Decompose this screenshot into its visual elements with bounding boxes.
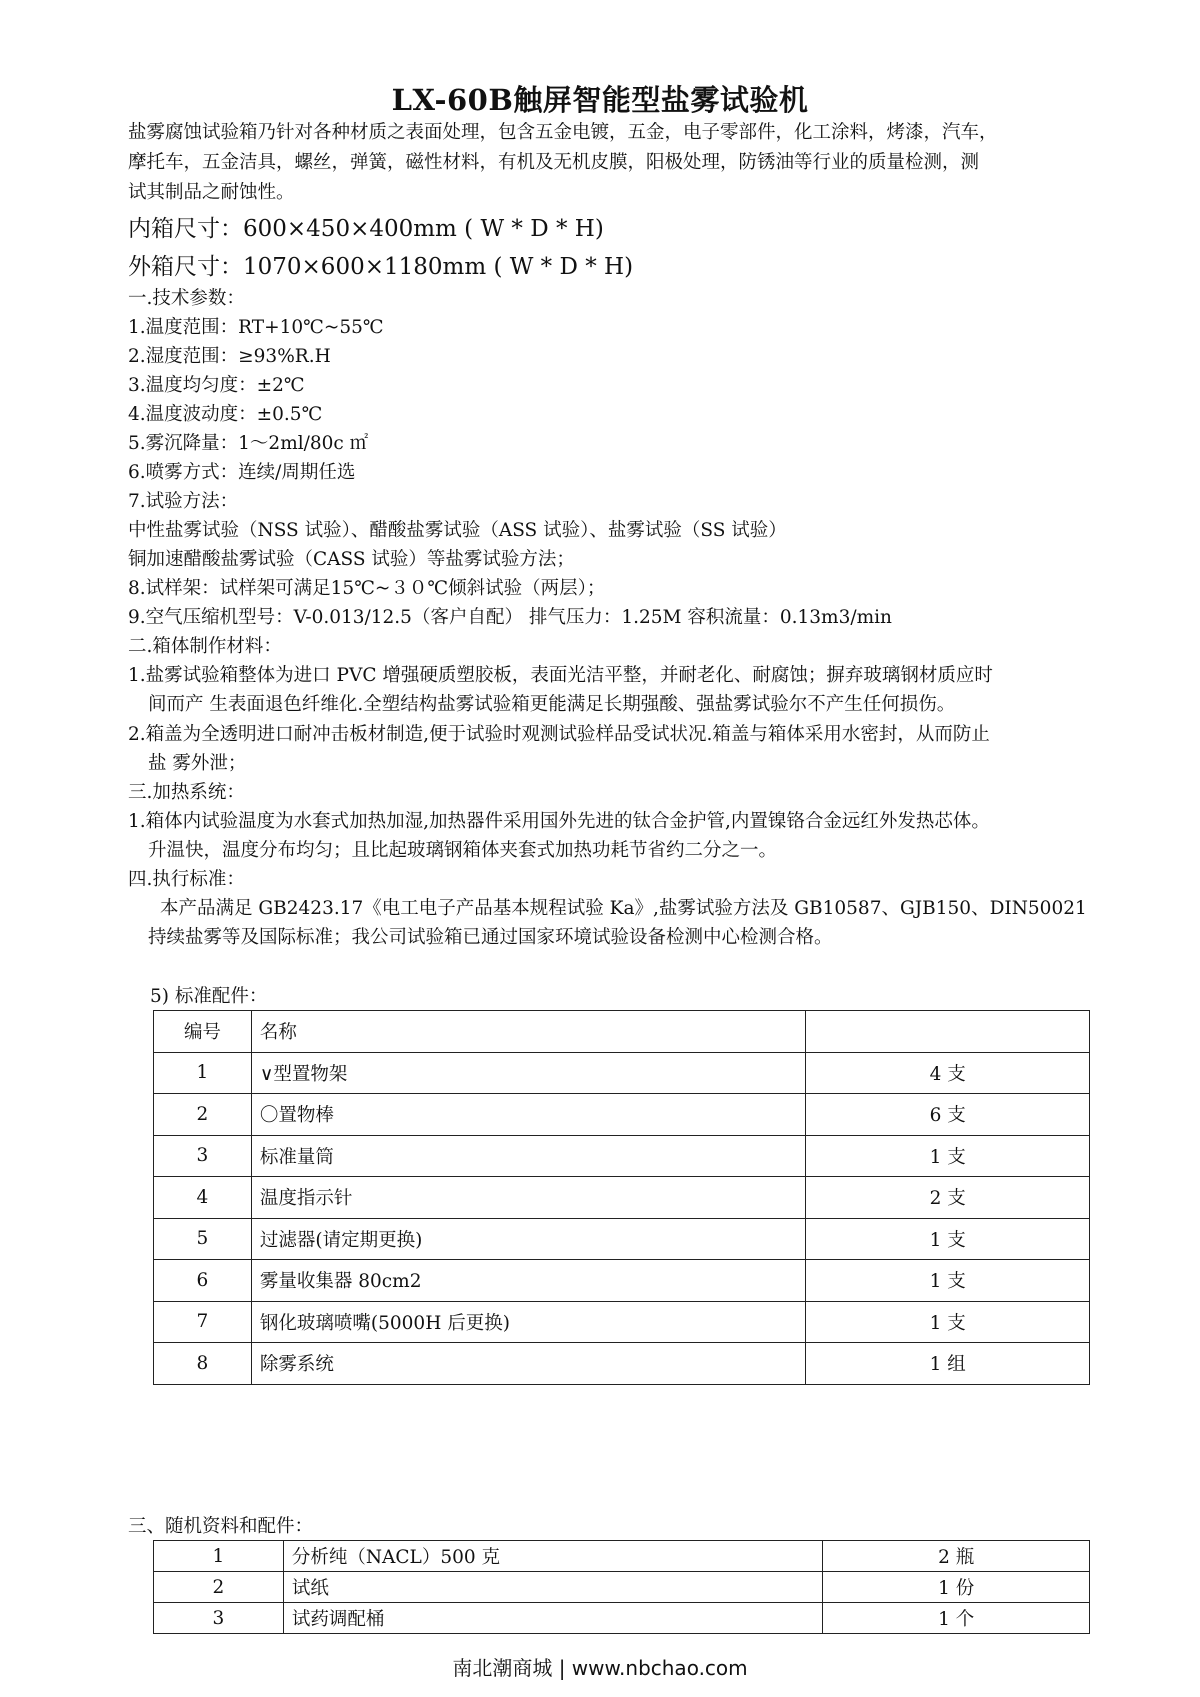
tech-item: 1.温度范围：RT+10℃~55℃ (128, 317, 384, 338)
standard-paragraph: 本产品满足 GB2423.17《电工电子产品基本规程试验 Ka》,盐雾试验方法及 GB10587、GJB150、DIN50021 (160, 898, 1087, 919)
table-row (154, 1260, 1090, 1302)
heating-heading: 三.加热系统： (128, 782, 245, 803)
cell-name: 除雾系统 (251, 1343, 805, 1385)
cell-name: 雾量收集器 80cm2 (251, 1260, 805, 1302)
cell-qty: 2 瓶 (823, 1541, 1090, 1572)
tech-item: 2.湿度范围：≥93%R.H (128, 346, 331, 367)
cell-name: 〇置物棒 (251, 1094, 805, 1136)
cell-name: 过滤器(请定期更换) (251, 1218, 805, 1260)
material-paragraph: 间而产 生表面退色纤维化.全塑结构盐雾试验箱更能满足长期强酸、强盐雾试验尔不产生任何损伤。 (148, 694, 956, 715)
table-row (154, 1541, 1090, 1572)
accessories-table (153, 1010, 1090, 1385)
standard-paragraph: 持续盐雾等及国际标准；我公司试验箱已通过国家环境试验设备检测中心检测合格。 (148, 927, 833, 948)
cell-qty: 6 支 (806, 1094, 1090, 1136)
docs-table (153, 1540, 1090, 1634)
table-row (154, 1343, 1090, 1385)
header-cell-number: 编号 (154, 1011, 252, 1053)
cell-name: 温度指示针 (251, 1177, 805, 1219)
tech-heading: 一.技术参数： (128, 288, 245, 309)
site-footer-link[interactable]: 南北潮商城 | www.nbchao.com (452, 1656, 748, 1680)
heating-paragraph: 1.箱体内试验温度为水套式加热加湿,加热器件采用国外先进的钛合金护管,内置镍铬合金远红外发热芯体。 (128, 811, 990, 832)
cell-number: 1 (154, 1541, 284, 1572)
cell-number: 4 (154, 1177, 252, 1219)
cell-number: 3 (154, 1135, 252, 1177)
material-paragraph: 2.箱盖为全透明进口耐冲击板材制造,便于试验时观测试验样品受试状况.箱盖与箱体采用水密封，从而防止 (128, 724, 990, 745)
cell-number: 2 (154, 1572, 284, 1603)
intro-line: 摩托车，五金洁具，螺丝，弹簧，磁性材料，有机及无机皮膜，阳极处理，防锈油等行业的质量检测，测 (128, 152, 980, 173)
cell-name: 标准量筒 (251, 1135, 805, 1177)
inner-dimensions: 内箱尺寸：600×450×400mm ( W * D * H) (128, 216, 604, 242)
tech-item: 9.空气压缩机型号：V-0.013/12.5（客户自配） 排气压力：1.25M 容积流量：0.13m3/min (128, 607, 892, 628)
cell-qty: 1 支 (806, 1135, 1090, 1177)
tech-item: 铜加速醋酸盐雾试验（CASS 试验）等盐雾试验方法； (128, 549, 575, 570)
table-row (154, 1052, 1090, 1094)
cell-number: 1 (154, 1052, 252, 1094)
intro-line: 盐雾腐蚀试验箱乃针对各种材质之表面处理，包含五金电镀，五金，电子零部件，化工涂料，烤漆，汽车， (128, 122, 998, 143)
cell-number: 6 (154, 1260, 252, 1302)
standard-heading: 四.执行标准： (128, 869, 245, 890)
table-row (154, 1177, 1090, 1219)
material-heading: 二.箱体制作材料： (128, 636, 282, 657)
cell-qty: 1 组 (806, 1343, 1090, 1385)
cell-number: 7 (154, 1301, 252, 1343)
table-row (154, 1094, 1090, 1136)
cell-name: 分析纯（NACL）500 克 (283, 1541, 822, 1572)
docs-heading: 三、随机资料和配件： (128, 1516, 314, 1537)
cell-name: 试纸 (283, 1572, 822, 1603)
outer-dimensions: 外箱尺寸：1070×600×1180mm ( W * D * H) (128, 254, 634, 280)
cell-qty: 1 支 (806, 1301, 1090, 1343)
tech-item: 中性盐雾试验（NSS 试验）、醋酸盐雾试验（ASS 试验）、盐雾试验（SS 试验） (128, 520, 787, 541)
intro-line: 试其制品之耐蚀性。 (128, 182, 295, 203)
tech-item: 5.雾沉降量：1～2ml/80c ㎡ (128, 433, 369, 454)
tech-item: 7.试验方法： (128, 491, 239, 512)
cell-number: 5 (154, 1218, 252, 1260)
cell-qty: 2 支 (806, 1177, 1090, 1219)
cell-qty: 1 支 (806, 1260, 1090, 1302)
tech-item: 8.试样架：试样架可满足15℃~３０℃倾斜试验（两层）； (128, 578, 606, 599)
tech-item: 4.温度波动度：±0.5℃ (128, 404, 323, 425)
table-row (154, 1572, 1090, 1603)
table-row (154, 1603, 1090, 1634)
cell-number: 3 (154, 1603, 284, 1634)
header-cell-qty (806, 1011, 1090, 1053)
cell-qty: 4 支 (806, 1052, 1090, 1094)
accessories-heading: 5) 标准配件： (150, 986, 268, 1007)
table-row (154, 1301, 1090, 1343)
table-header-row (154, 1011, 1090, 1053)
table-row (154, 1218, 1090, 1260)
header-cell-name: 名称 (251, 1011, 805, 1053)
heating-paragraph: 升温快，温度分布均匀；且比起玻璃钢箱体夹套式加热功耗节省约二分之一。 (148, 840, 778, 861)
tech-item: 6.喷雾方式：连续/周期任选 (128, 462, 356, 483)
page-title: LX-60B触屏智能型盐雾试验机 (391, 83, 809, 117)
material-paragraph: 盐 雾外泄； (148, 753, 247, 774)
cell-name: 钢化玻璃喷嘴(5000H 后更换) (251, 1301, 805, 1343)
cell-qty: 1 个 (823, 1603, 1090, 1634)
cell-qty: 1 份 (823, 1572, 1090, 1603)
cell-number: 2 (154, 1094, 252, 1136)
cell-number: 8 (154, 1343, 252, 1385)
cell-name: 试药调配桶 (283, 1603, 822, 1634)
material-paragraph: 1.盐雾试验箱整体为进口 PVC 增强硬质塑胶板，表面光洁平整，并耐老化、耐腐蚀；摒弃玻璃钢材质应时 (128, 665, 993, 686)
table-row (154, 1135, 1090, 1177)
cell-qty: 1 支 (806, 1218, 1090, 1260)
cell-name: ∨型置物架 (251, 1052, 805, 1094)
tech-item: 3.温度均匀度：±2℃ (128, 375, 305, 396)
